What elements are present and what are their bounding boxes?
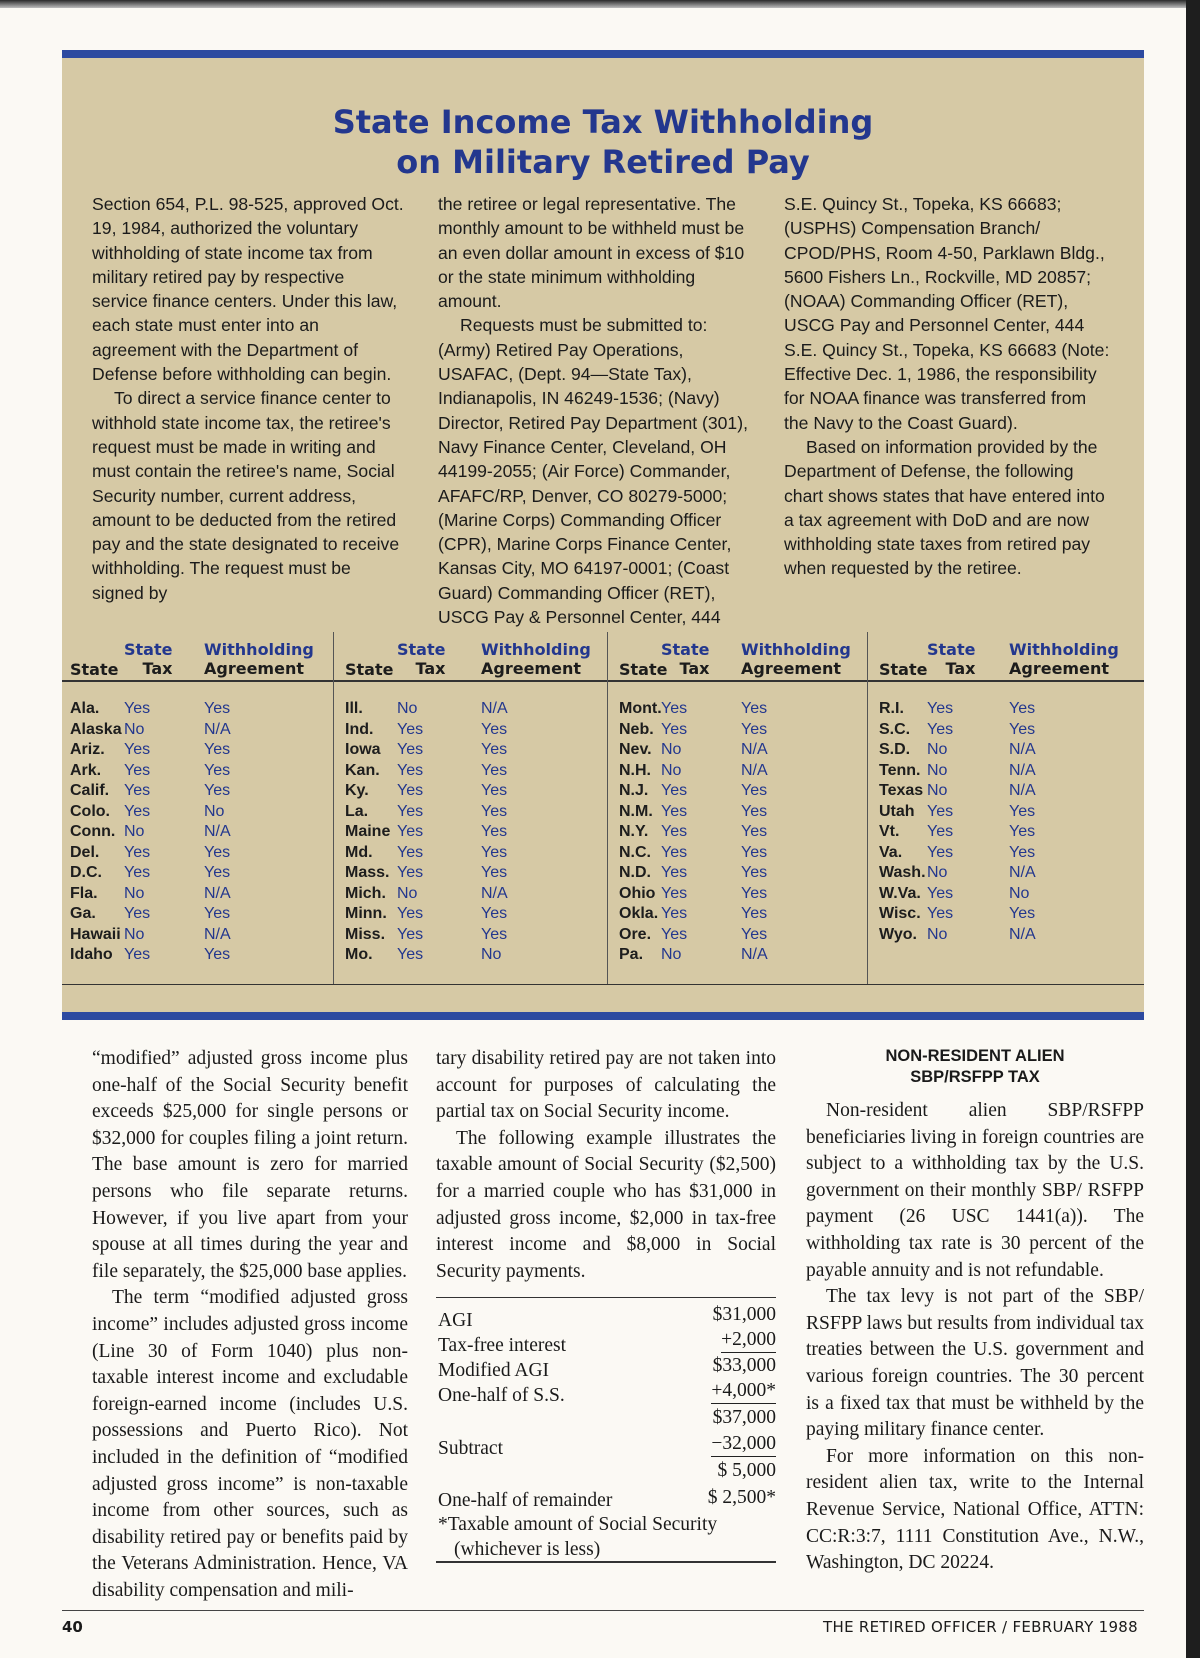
withholding-agreement-value: N/A [741,741,768,758]
table-group-4 [867,632,1144,984]
withholding-agreement-value: Yes [204,700,231,717]
example-magi-value: $33,000 [712,1355,776,1376]
state-name: Texas [879,782,924,799]
state-tax-value: Yes [927,720,954,738]
state-name: Mo. [345,946,373,963]
withholding-agreement-value: Yes [741,802,768,820]
state-name: Ariz. [70,741,105,758]
state-tax-value: No [661,946,682,963]
withholding-agreement-value: Yes [481,761,508,779]
intro-paragraph: S.E. Quincy St., Topeka, KS 66683; (USPHS) Compensation Branch/ CPOD/PHS, Room 4-50, Parklawn Bldg., 5600 Fishers Ln., Rockville, MD 20857; (NOAA) Commanding Officer (RET), USCG Pay and Personnel Center, 444 S.E. Quincy St., Topeka, KS 66683 (Note: Effective Dec. 1, 1986, the responsibility for NOAA finance was transferred from the Navy to the Coast Guard). [784,194,1110,433]
example-top-rule [436,1297,776,1298]
state-name: Ga. [70,905,96,922]
state-tax-value: Yes [661,864,688,881]
article-paragraph: “modified” adjusted gross income plus one-half of the Social Security benefit exceeds $25,000 for single persons or $32,000 for couples filing a joint return. The base amount is zero for married persons who file separate returns. However, if you live apart from your spouse at all times during the year and file separately, the $25,000 base applies. [92,1048,408,1282]
withholding-agreement-value: Yes [481,823,508,840]
table-row [867,780,1144,801]
example-magi-label: Modified AGI [438,1360,550,1381]
table-row [867,760,1144,781]
table-row [607,801,867,822]
table-row [607,924,867,945]
state-name: Vt. [879,823,900,840]
column-header-state: State [879,660,928,679]
state-tax-value: No [397,884,418,902]
state-tax-value: Yes [927,905,954,922]
table-row [333,883,607,904]
example-bottom-rule [436,1561,776,1563]
state-name: Wyo. [879,925,917,943]
state-tax-value: Yes [397,864,424,881]
state-name: Colo. [70,802,110,820]
state-name: R.I. [879,700,904,717]
article-column-1 [92,1046,408,1604]
state-name: N.M. [619,802,653,820]
example-half-label: One-half of S.S. [438,1385,565,1406]
column-header-withholding-agreement: Withholding Agreement [741,640,851,678]
state-tax-value: Yes [397,720,424,738]
table-row [62,821,333,842]
withholding-agreement-value: Yes [1009,720,1036,738]
state-tax-value: Yes [397,802,424,820]
state-name: La. [345,802,369,820]
table-row [867,842,1144,863]
table-row [333,944,607,965]
intro-column-3 [784,192,1114,581]
state-name: Va. [879,843,903,861]
state-name: Nev. [619,741,652,758]
table-row [607,862,867,883]
intro-paragraph: Section 654, P.L. 98-525, approved Oct. 19, 1984, authorized the voluntary withholding of state income tax from military retired pay by respective service finance centers. Under this law, each state must enter into an agreement with the Department of Defense before withholding can begin. [92,194,404,385]
table-row [333,760,607,781]
state-tax-value: No [927,782,948,799]
table-row [867,739,1144,760]
state-name: Tenn. [879,761,921,779]
state-tax-value: Yes [661,720,688,738]
table-row [62,903,333,924]
withholding-agreement-value: N/A [1009,925,1036,943]
article-paragraph: The tax levy is not part of the SBP/ RSFPP laws but results from individual tax treaties between the U.S. government and various foreign countries. The 30 percent is a fixed tax that must be withheld by the paying military finance center. [806,1286,1144,1441]
state-name: Hawaii [70,925,121,943]
state-tax-value: Yes [661,823,688,840]
state-tax-value: Yes [124,946,151,963]
table-row [62,719,333,740]
bottom-blue-rule [62,1012,1144,1020]
state-name: N.D. [619,864,651,881]
state-tax-value: Yes [397,843,424,861]
withholding-agreement-value: N/A [481,700,508,717]
table-row [867,924,1144,945]
state-tax-value: Yes [661,802,688,820]
table-row [333,780,607,801]
withholding-agreement-value: Yes [481,905,508,922]
column-header-state-tax: State Tax [397,640,446,678]
table-header [867,632,1144,682]
table-group-2 [333,632,607,984]
withholding-agreement-value: Yes [741,884,768,902]
state-tax-value: No [124,720,145,738]
table-row [333,821,607,842]
state-tax-value: Yes [124,843,151,861]
state-tax-value: No [927,761,948,779]
withholding-agreement-value: N/A [1009,782,1036,799]
state-name: N.H. [619,761,651,779]
withholding-agreement-value: No [481,946,502,963]
withholding-agreement-value: Yes [204,905,231,922]
article-paragraph: Non-resident alien SBP/RSFPP beneficiaries living in foreign countries are subject to a withholding tax by the U.S. government on their monthly SBP/ RSFPP payment (26 USC 1441(a)). The withholding tax rate is 30 percent of the payable annuity and is not refundable. [806,1100,1144,1281]
state-name: Md. [345,843,373,861]
withholding-agreement-value: No [204,802,225,820]
withholding-agreement-value: Yes [481,782,508,799]
state-name: Idaho [70,946,113,963]
state-tax-value: No [927,864,948,881]
table-row [333,719,607,740]
article-column-3 [806,1046,1144,1577]
state-tax-value: No [124,884,145,902]
state-tax-value: No [927,741,948,758]
example-taxfree-label: Tax-free interest [438,1335,567,1356]
table-row [62,924,333,945]
top-blue-rule [62,50,1144,58]
table-group-1 [62,632,333,984]
state-tax-value: No [661,761,682,779]
state-tax-value: Yes [397,741,424,758]
withholding-agreement-value: N/A [481,884,508,902]
state-tax-value: Yes [661,925,688,943]
state-name: Del. [70,843,100,861]
state-name: Wash. [879,864,926,881]
withholding-agreement-value: Yes [481,741,508,758]
table-row [62,739,333,760]
example-half-remainder-label: One-half of remainder [438,1490,613,1511]
table-divider [867,632,868,984]
column-header-state: State [345,660,394,679]
table-row [607,944,867,965]
withholding-agreement-value: Yes [481,720,508,738]
scan-top-edge [0,0,1200,8]
withholding-agreement-value: Yes [481,925,508,943]
state-tax-value: Yes [661,782,688,799]
withholding-agreement-value: Yes [481,802,508,820]
state-name: Calif. [70,782,110,799]
state-tax-value: Yes [927,843,954,861]
table-row [62,698,333,719]
column-header-withholding-agreement: Withholding Agreement [1009,640,1119,678]
article-paragraph: The following example illustrates the taxable amount of Social Security ($2,500) for a married couple who has $31,000 in adjusted gross income, $2,000 in tax-free interest income and $8,000 in Social Security payments. [436,1127,776,1282]
state-name: Ohio [619,884,656,902]
article-paragraph: tary disability retired pay are not taken into account for purposes of calculating the partial tax on Social Security income. [436,1048,776,1123]
withholding-agreement-value: Yes [741,823,768,840]
state-tax-value: No [397,700,418,717]
tax-example [436,1304,776,1568]
intro-paragraph: To direct a service finance center to withhold state income tax, the retiree's request must be made in writing and must contain the retiree's name, Social Security number, current address, amount to be deducted from the retired pay and the state designated to receive withholding. The request must be signed by [92,388,400,603]
table-row [607,780,867,801]
column-header-state-tax: State Tax [927,640,976,678]
state-name: N.C. [619,843,651,861]
state-tax-value: Yes [661,905,688,922]
state-tax-value: Yes [124,741,151,758]
withholding-agreement-value: Yes [741,720,768,738]
withholding-agreement-value: Yes [1009,905,1036,922]
table-header [333,632,607,682]
state-name: W.Va. [879,884,921,902]
withholding-agreement-value: Yes [204,741,231,758]
example-agi-label: AGI [438,1310,473,1331]
table-row [333,698,607,719]
state-tax-value: No [661,741,682,758]
example-taxfree-value: +2,000 [721,1327,776,1353]
withholding-agreement-value: Yes [1009,802,1036,820]
example-half-value: +4,000* [711,1378,776,1404]
state-name: D.C. [70,864,102,881]
scan-right-edge [1186,0,1200,1658]
table-group-3 [607,632,867,984]
withholding-agreement-value: N/A [1009,741,1036,758]
table-row [62,842,333,863]
state-name: S.C. [879,720,911,738]
intro-paragraph: Requests must be submitted to: (Army) Retired Pay Operations, USAFAC, (Dept. 94—State Tax), Indianapolis, IN 46249-1536; (Navy) Director, Retired Pay Department (301), Navy Finance Center, Cleveland, OH 44199-2055; (Air Force) Commander, AFAFC/RP, Denver, CO 80279-5000; (Marine Corps) Commanding Officer (CPR), Marine Corps Finance Center, Kansas City, MO 64197-0001; (Coast Guard) Commanding Officer (RET), USCG Pay & Personnel Center, 444 [438,315,748,628]
state-name: Minn. [345,905,387,922]
example-subtract-value: −32,000 [711,1431,776,1457]
state-name: Utah [879,802,915,820]
table-divider [607,632,608,984]
withholding-agreement-value: Yes [741,700,768,717]
withholding-agreement-value: Yes [204,782,231,799]
column-header-state: State [619,660,668,679]
state-name: Wisc. [879,905,921,922]
withholding-agreement-value: N/A [204,925,231,943]
example-half-remainder-value: $ 2,500* [707,1487,776,1508]
intro-column-1 [92,192,404,605]
table-row [62,801,333,822]
state-name: Ore. [619,925,652,943]
state-name: Kan. [345,761,380,779]
withholding-agreement-value: Yes [741,925,768,943]
table-row [607,903,867,924]
example-subtract-label: Subtract [438,1438,503,1459]
article-paragraph: The term “modified adjusted gross income” includes adjusted gross income (Line 30 of Form 1040) plus non-taxable interest income and excludable foreign-earned income (includes U.S. possessions and Puerto Rico). Not included in the definition of “modified adjusted gross income” is non-taxable income from other sources, such as disability retired pay or benefits paid by the Veterans Administration. Hence, VA disability compensation and mili- [92,1287,408,1601]
state-name: Okla. [619,905,659,922]
state-name: Ind. [345,720,374,738]
table-row [607,760,867,781]
table-header [62,632,333,682]
table-row [867,698,1144,719]
state-name: Alaska [70,720,122,738]
state-tax-value: Yes [397,905,424,922]
table-row [867,719,1144,740]
section-heading-line-1: NON-RESIDENT ALIEN [885,1047,1065,1065]
table-row [62,760,333,781]
state-name: Mich. [345,884,386,902]
title-line-2: on Military Retired Pay [396,143,810,181]
table-row [333,739,607,760]
column-header-withholding-agreement: Withholding Agreement [481,640,591,678]
withholding-agreement-value: Yes [741,864,768,881]
withholding-agreement-value: Yes [481,843,508,861]
section-heading-line-2: SBP/RSFPP TAX [910,1068,1040,1086]
withholding-agreement-value: Yes [1009,700,1036,717]
withholding-agreement-value: Yes [481,864,508,881]
withholding-agreement-value: Yes [741,843,768,861]
intro-column-2 [438,192,758,629]
withholding-agreement-value: N/A [204,720,231,738]
table-bottom-rule [62,984,1144,985]
withholding-agreement-value: Yes [204,843,231,861]
withholding-agreement-value: Yes [1009,843,1036,861]
example-remainder-value: $ 5,000 [717,1460,776,1481]
table-row [62,944,333,965]
state-name: Ill. [345,700,363,717]
table-row [62,780,333,801]
state-tax-value: Yes [124,905,151,922]
page-title [62,102,1144,182]
state-name: N.J. [619,782,649,799]
state-tax-value: Yes [397,761,424,779]
table-row [607,883,867,904]
withholding-agreement-value: Yes [741,905,768,922]
state-tax-value: No [124,925,145,943]
withholding-agreement-value: Yes [1009,823,1036,840]
intro-paragraph: Based on information provided by the Department of Defense, the following chart shows states that have entered into a tax agreement with DoD and are now withholding state taxes from retired pay when requested by the retiree. [784,436,1105,579]
article-paragraph: For more information on this non-resident alien tax, write to the Internal Revenue Service, National Office, ATTN: CC:R:3:7, 1111 Constitution Ave., N.W., Washington, DC 20224. [806,1445,1144,1574]
state-name: N.Y. [619,823,649,840]
state-tax-value: Yes [124,782,151,799]
state-name: S.D. [879,741,911,758]
state-tax-value: No [124,823,145,840]
withholding-agreement-value: N/A [204,884,231,902]
table-row [607,739,867,760]
state-name: Mass. [345,864,390,881]
withholding-agreement-value: N/A [741,761,768,779]
state-tax-value: Yes [927,700,954,717]
withholding-agreement-value: Yes [741,782,768,799]
state-tax-value: Yes [124,802,151,820]
state-name: Iowa [345,741,381,758]
footer-rule [62,1610,1144,1611]
publication-line: THE RETIRED OFFICER / FEBRUARY 1988 [823,1618,1138,1636]
table-row [867,821,1144,842]
withholding-agreement-value: Yes [204,946,231,963]
state-tax-value: Yes [927,884,954,902]
state-tax-value: Yes [397,782,424,799]
state-tax-value: Yes [661,843,688,861]
withholding-agreement-value: N/A [204,823,231,840]
state-tax-value: Yes [661,884,688,902]
table-row [333,842,607,863]
column-header-state: State [70,660,119,679]
table-row [333,924,607,945]
state-tax-value: Yes [124,761,151,779]
state-tax-value: Yes [397,925,424,943]
table-row [333,801,607,822]
table-row [867,883,1144,904]
table-header [607,632,867,682]
example-footnote-line-1: *Taxable amount of Social Security [438,1514,718,1535]
table-row [867,801,1144,822]
withholding-agreement-value: Yes [204,761,231,779]
table-row [62,862,333,883]
withholding-agreement-value: No [1009,884,1030,902]
state-name: Miss. [345,925,386,943]
table-row [333,903,607,924]
state-tax-value: Yes [927,823,954,840]
table-divider [333,632,334,984]
table-row [333,862,607,883]
state-tax-value: Yes [124,864,151,881]
state-name: Pa. [619,946,644,963]
state-tax-value: Yes [124,700,151,717]
example-footnote-line-2: (whichever is less) [454,1539,601,1560]
state-name: Ark. [70,761,102,779]
table-row [867,903,1144,924]
state-name: Conn. [70,823,116,840]
state-name: Ky. [345,782,369,799]
title-line-1: State Income Tax Withholding [332,103,874,141]
state-tax-value: No [927,925,948,943]
state-name: Neb. [619,720,654,738]
withholding-agreement-value: Yes [204,864,231,881]
table-row [62,883,333,904]
state-tax-value: Yes [661,700,688,717]
state-tax-value: Yes [397,946,424,963]
column-header-state-tax: State Tax [661,640,710,678]
state-name: Fla. [70,884,98,902]
state-name: Ala. [70,700,100,717]
state-tax-value: Yes [927,802,954,820]
table-row [607,842,867,863]
column-header-withholding-agreement: Withholding Agreement [204,640,314,678]
table-row [607,719,867,740]
state-name: Maine [345,823,391,840]
article-column-2 [436,1046,776,1285]
state-name: Mont. [619,700,662,717]
withholding-agreement-value: N/A [1009,864,1036,881]
withholding-agreement-value: N/A [741,946,768,963]
state-tax-value: Yes [397,823,424,840]
intro-paragraph: the retiree or legal representative. The monthly amount to be withheld must be an even dollar amount in excess of $10 or the state minimum withholding amount. [438,194,745,312]
column-header-state-tax: State Tax [124,640,173,678]
example-agi-value: $31,000 [712,1304,776,1325]
example-sum-value: $37,000 [712,1407,776,1428]
table-row [607,821,867,842]
page-number: 40 [62,1618,83,1636]
section-heading [806,1046,1144,1088]
table-row [607,698,867,719]
table-row [867,862,1144,883]
withholding-agreement-value: N/A [1009,761,1036,779]
